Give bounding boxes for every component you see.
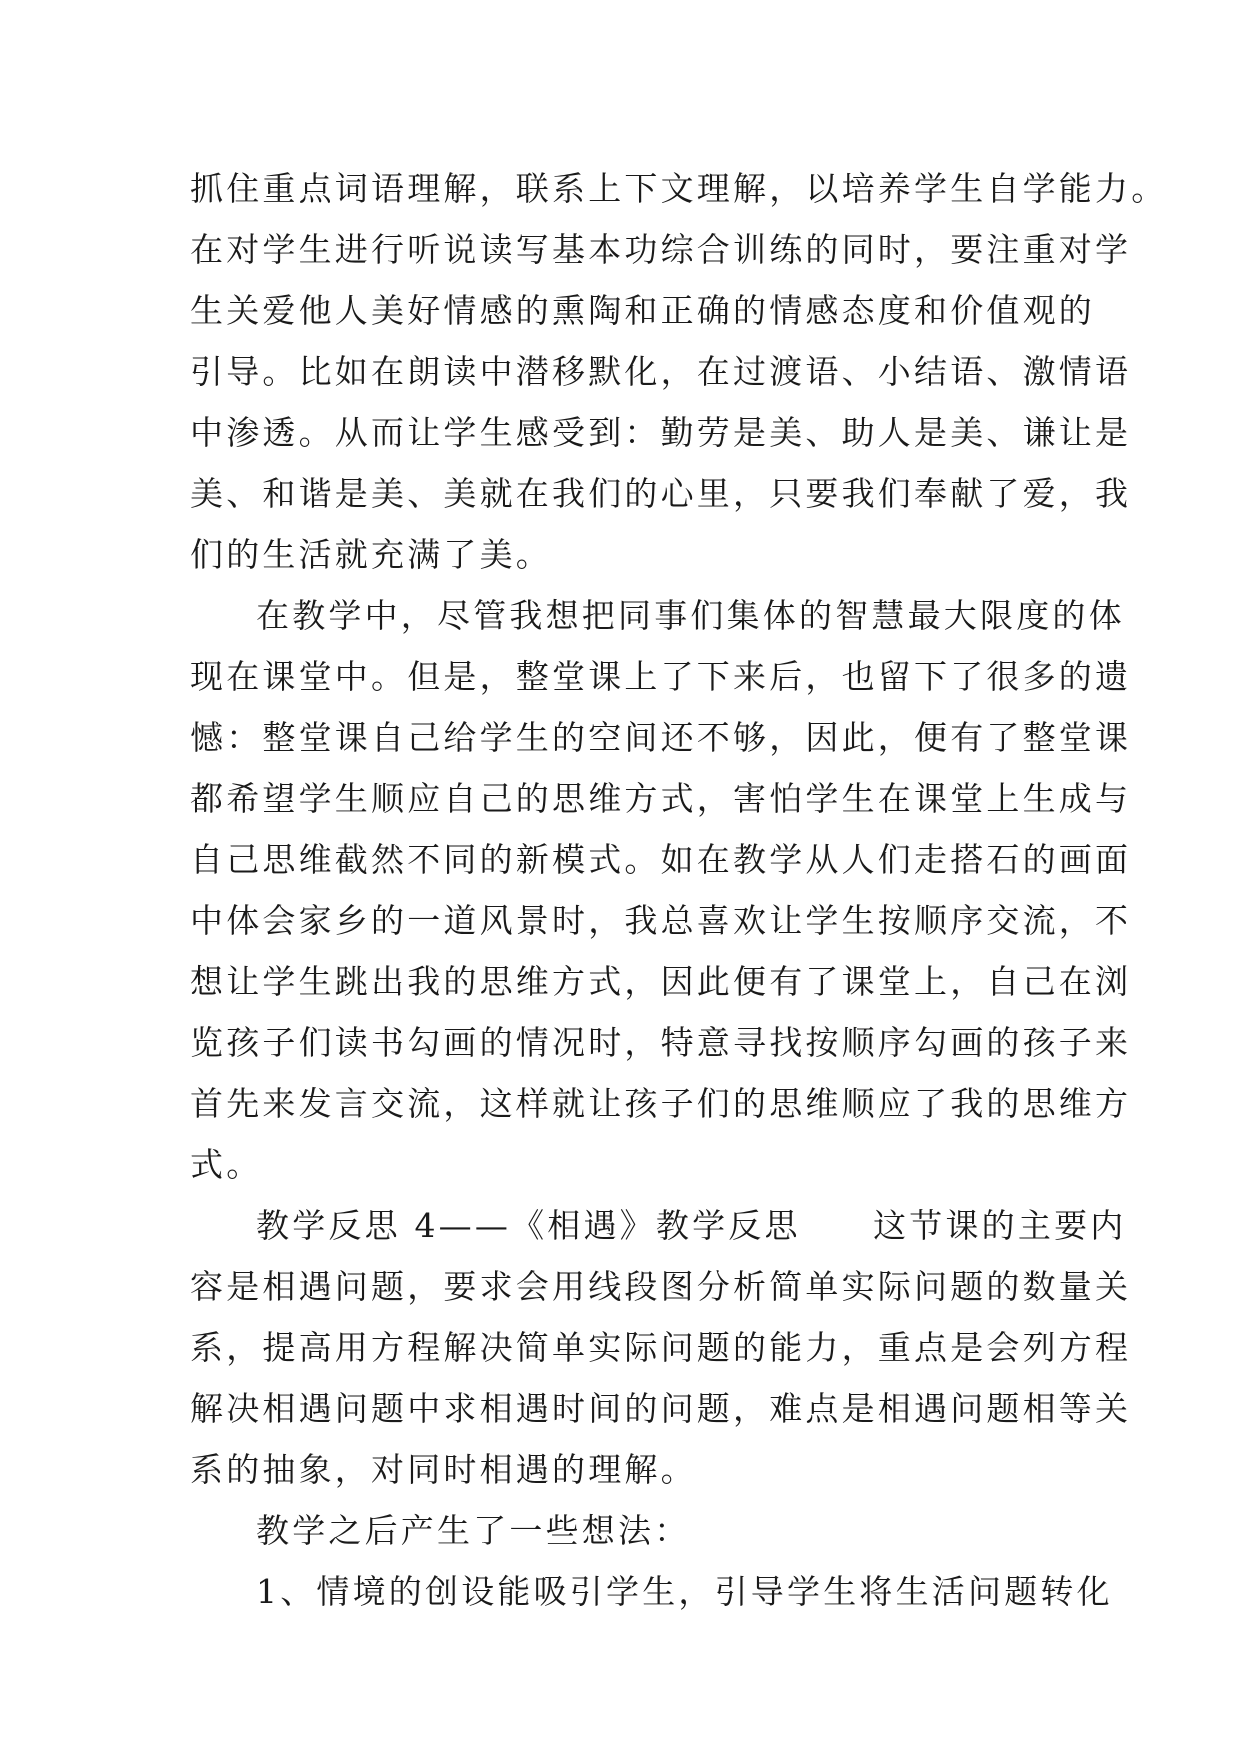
text-line: 中体会家乡的一道风景时，我总喜欢让学生按顺序交流，不	[190, 901, 1132, 940]
text-line: 容是相遇问题，要求会用线段图分析简单实际问题的数量关	[190, 1267, 1132, 1306]
text-line: 抓住重点词语理解，联系上下文理解，以培养学生自学能力。	[190, 169, 1168, 208]
paragraph-start-line: 1、情境的创设能吸引学生，引导学生将生活问题转化	[256, 1572, 1113, 1611]
text-line: 憾：整堂课自己给学生的空间还不够，因此，便有了整堂课	[190, 718, 1132, 757]
body-text	[190, 158, 1168, 1622]
text-line: 中渗透。从而让学生感受到：勤劳是美、助人是美、谦让是	[190, 413, 1132, 452]
paragraph-start-line: 教学反思 4——《相遇》教学反思 这节课的主要内	[256, 1206, 1127, 1245]
text-line: 览孩子们读书勾画的情况时，特意寻找按顺序勾画的孩子来	[190, 1023, 1132, 1062]
text-line: 首先来发言交流，这样就让孩子们的思维顺应了我的思维方	[190, 1084, 1132, 1123]
text-line: 美、和谐是美、美就在我们的心里，只要我们奉献了爱，我	[190, 474, 1132, 513]
text-line: 想让学生跳出我的思维方式，因此便有了课堂上，自己在浏	[190, 962, 1132, 1001]
text-line: 们的生活就充满了美。	[190, 535, 552, 574]
text-line: 式。	[190, 1145, 263, 1184]
text-line: 系，提高用方程解决简单实际问题的能力，重点是会列方程	[190, 1328, 1132, 1367]
text-line: 都希望学生顺应自己的思维方式，害怕学生在课堂上生成与	[190, 779, 1132, 818]
text-line: 自己思维截然不同的新模式。如在教学从人们走搭石的画面	[190, 840, 1132, 879]
text-line: 引导。比如在朗读中潜移默化，在过渡语、小结语、激情语	[190, 352, 1132, 391]
text-line: 系的抽象，对同时相遇的理解。	[190, 1450, 697, 1489]
text-line: 解决相遇问题中求相遇时间的问题，难点是相遇问题相等关	[190, 1389, 1132, 1428]
paragraph-start-line: 教学之后产生了一些想法：	[256, 1511, 691, 1550]
text-line: 生关爱他人美好情感的熏陶和正确的情感态度和价值观的	[190, 291, 1095, 330]
text-line: 在对学生进行听说读写基本功综合训练的同时，要注重对学	[190, 230, 1132, 269]
paragraph-start-line: 在教学中，尽管我想把同事们集体的智慧最大限度的体	[256, 596, 1125, 635]
text-line: 现在课堂中。但是，整堂课上了下来后，也留下了很多的遗	[190, 657, 1132, 696]
